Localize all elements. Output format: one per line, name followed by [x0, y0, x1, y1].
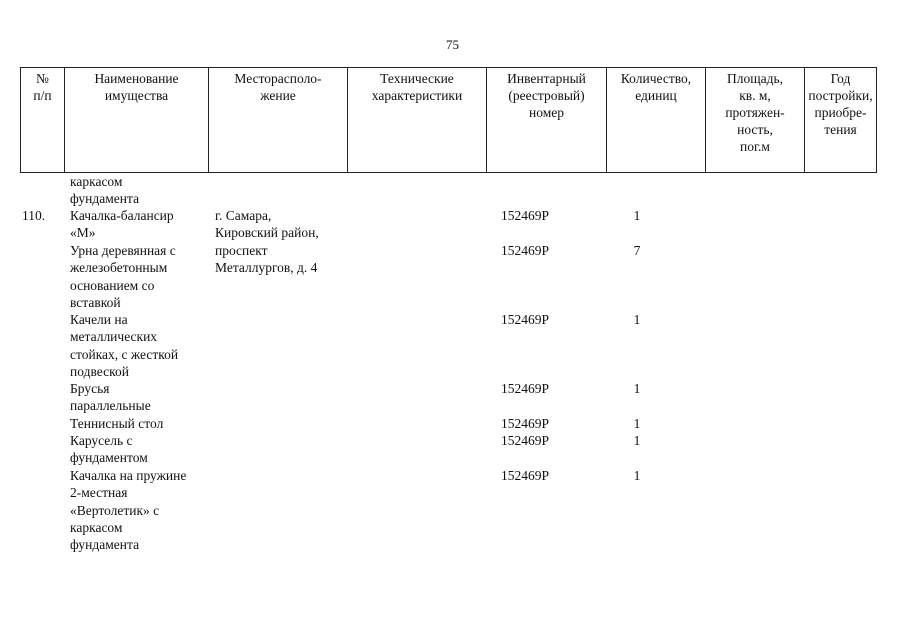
item-name: Качалка-балансир «М» [70, 208, 174, 241]
item-inventory: 152469Р [500, 381, 549, 396]
item-name: каркасом фундамента [70, 174, 140, 207]
row-number: 110. [22, 208, 46, 223]
header-quantity: Количество, единиц [607, 68, 706, 173]
header-inventory: Инвентарный (реестровый) номер [487, 68, 607, 173]
item-name: Качалка на пружине 2-местная «Вертолетик» с каркасом фундамента [70, 468, 187, 553]
header-tech: Технические характеристики [348, 68, 487, 173]
header-num: № п/п [21, 68, 65, 173]
item-name: Качели на металлических стойках, с жесткой подвеской [70, 312, 179, 379]
item-quantity: 1 [633, 468, 641, 483]
item-inventory: 152469Р [500, 243, 549, 258]
item-name: Брусья параллельные [70, 381, 151, 414]
item-quantity: 7 [633, 243, 641, 258]
item-name: Теннисный стол [70, 416, 164, 431]
item-quantity: 1 [633, 416, 641, 431]
item-inventory: 152469Р [500, 208, 549, 223]
header-name: Наименование имущества [65, 68, 209, 173]
item-quantity: 1 [633, 433, 641, 448]
item-location: г. Самара, Кировский район, проспект Металлургов, д. 4 [215, 208, 319, 275]
item-inventory: 152469Р [500, 312, 549, 327]
item-name: Карусель с фундаментом [70, 433, 148, 466]
item-quantity: 1 [633, 208, 641, 223]
item-quantity: 1 [633, 381, 641, 396]
page-number: 75 [446, 37, 459, 52]
item-quantity: 1 [633, 312, 641, 327]
header-year: Год постройки, приобре- тения [805, 68, 877, 173]
header-location: Месторасполо- жение [209, 68, 348, 173]
item-name: Урна деревянная с железобетонным основанием со вставкой [70, 243, 176, 310]
item-inventory: 152469Р [500, 468, 549, 483]
item-inventory: 152469Р [500, 416, 549, 431]
header-area: Площадь, кв. м, протяжен- ность, пог.м [706, 68, 805, 173]
table-header [20, 67, 877, 173]
item-inventory: 152469Р [500, 433, 549, 448]
